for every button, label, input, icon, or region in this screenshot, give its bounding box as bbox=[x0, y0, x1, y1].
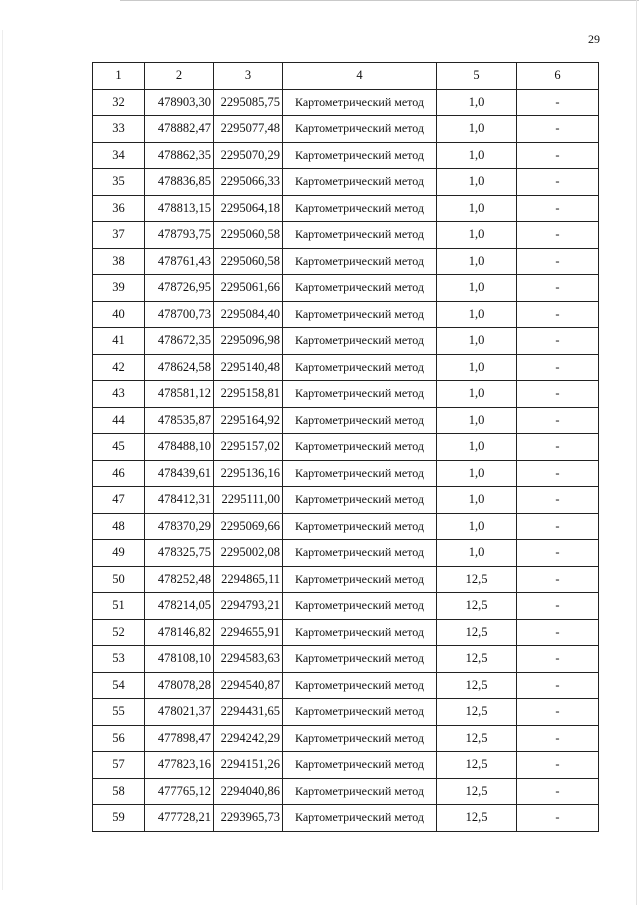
point-number-cell: 47 bbox=[93, 487, 145, 514]
accuracy-cell: 1,0 bbox=[437, 248, 517, 275]
method-cell: Картометрический метод bbox=[283, 593, 437, 620]
method-cell: Картометрический метод bbox=[283, 434, 437, 461]
table-row bbox=[93, 646, 599, 673]
table-row bbox=[93, 195, 599, 222]
description-cell: - bbox=[517, 805, 599, 832]
description-cell: - bbox=[517, 354, 599, 381]
method-cell: Картометрический метод bbox=[283, 725, 437, 752]
description-cell: - bbox=[517, 222, 599, 249]
method-cell: Картометрический метод bbox=[283, 646, 437, 673]
x-coordinate-cell: 478370,29 bbox=[145, 513, 214, 540]
point-number-cell: 55 bbox=[93, 699, 145, 726]
table-row bbox=[93, 460, 599, 487]
table-row bbox=[93, 301, 599, 328]
x-coordinate-cell: 478488,10 bbox=[145, 434, 214, 461]
y-coordinate-cell: 2295158,81 bbox=[214, 381, 283, 408]
y-coordinate-cell: 2295066,33 bbox=[214, 169, 283, 196]
point-number-cell: 35 bbox=[93, 169, 145, 196]
x-coordinate-cell: 478700,73 bbox=[145, 301, 214, 328]
method-cell: Картометрический метод bbox=[283, 619, 437, 646]
point-number-cell: 53 bbox=[93, 646, 145, 673]
description-cell: - bbox=[517, 89, 599, 116]
table-row bbox=[93, 248, 599, 275]
y-coordinate-cell: 2295077,48 bbox=[214, 116, 283, 143]
y-coordinate-cell: 2295061,66 bbox=[214, 275, 283, 302]
point-number-cell: 58 bbox=[93, 778, 145, 805]
description-cell: - bbox=[517, 434, 599, 461]
table-row bbox=[93, 699, 599, 726]
accuracy-cell: 1,0 bbox=[437, 222, 517, 249]
y-coordinate-cell: 2295096,98 bbox=[214, 328, 283, 355]
y-coordinate-cell: 2294151,26 bbox=[214, 752, 283, 779]
method-cell: Картометрический метод bbox=[283, 169, 437, 196]
table-row bbox=[93, 566, 599, 593]
y-coordinate-cell: 2295060,58 bbox=[214, 222, 283, 249]
y-coordinate-cell: 2294583,63 bbox=[214, 646, 283, 673]
accuracy-cell: 1,0 bbox=[437, 513, 517, 540]
x-coordinate-cell: 478146,82 bbox=[145, 619, 214, 646]
column-header: 3 bbox=[214, 63, 283, 90]
point-number-cell: 40 bbox=[93, 301, 145, 328]
y-coordinate-cell: 2295164,92 bbox=[214, 407, 283, 434]
table-row bbox=[93, 778, 599, 805]
point-number-cell: 36 bbox=[93, 195, 145, 222]
x-coordinate-cell: 478325,75 bbox=[145, 540, 214, 567]
description-cell: - bbox=[517, 725, 599, 752]
y-coordinate-cell: 2295060,58 bbox=[214, 248, 283, 275]
accuracy-cell: 1,0 bbox=[437, 169, 517, 196]
method-cell: Картометрический метод bbox=[283, 195, 437, 222]
method-cell: Картометрический метод bbox=[283, 752, 437, 779]
table-row bbox=[93, 725, 599, 752]
table-row bbox=[93, 805, 599, 832]
y-coordinate-cell: 2294865,11 bbox=[214, 566, 283, 593]
accuracy-cell: 1,0 bbox=[437, 301, 517, 328]
y-coordinate-cell: 2294040,86 bbox=[214, 778, 283, 805]
point-number-cell: 37 bbox=[93, 222, 145, 249]
x-coordinate-cell: 478412,31 bbox=[145, 487, 214, 514]
y-coordinate-cell: 2294655,91 bbox=[214, 619, 283, 646]
table-row bbox=[93, 407, 599, 434]
point-number-cell: 46 bbox=[93, 460, 145, 487]
table-row bbox=[93, 672, 599, 699]
description-cell: - bbox=[517, 116, 599, 143]
method-cell: Картометрический метод bbox=[283, 672, 437, 699]
accuracy-cell: 1,0 bbox=[437, 89, 517, 116]
point-number-cell: 50 bbox=[93, 566, 145, 593]
accuracy-cell: 12,5 bbox=[437, 566, 517, 593]
x-coordinate-cell: 477728,21 bbox=[145, 805, 214, 832]
y-coordinate-cell: 2295157,02 bbox=[214, 434, 283, 461]
x-coordinate-cell: 477898,47 bbox=[145, 725, 214, 752]
method-cell: Картометрический метод bbox=[283, 487, 437, 514]
x-coordinate-cell: 478761,43 bbox=[145, 248, 214, 275]
table-row bbox=[93, 752, 599, 779]
point-number-cell: 32 bbox=[93, 89, 145, 116]
description-cell: - bbox=[517, 566, 599, 593]
method-cell: Картометрический метод bbox=[283, 142, 437, 169]
description-cell: - bbox=[517, 381, 599, 408]
description-cell: - bbox=[517, 195, 599, 222]
method-cell: Картометрический метод bbox=[283, 354, 437, 381]
accuracy-cell: 12,5 bbox=[437, 619, 517, 646]
table-row bbox=[93, 540, 599, 567]
y-coordinate-cell: 2295136,16 bbox=[214, 460, 283, 487]
description-cell: - bbox=[517, 487, 599, 514]
description-cell: - bbox=[517, 275, 599, 302]
description-cell: - bbox=[517, 142, 599, 169]
point-number-cell: 48 bbox=[93, 513, 145, 540]
accuracy-cell: 1,0 bbox=[437, 434, 517, 461]
description-cell: - bbox=[517, 248, 599, 275]
table-row bbox=[93, 593, 599, 620]
table-row bbox=[93, 381, 599, 408]
point-number-cell: 39 bbox=[93, 275, 145, 302]
point-number-cell: 42 bbox=[93, 354, 145, 381]
x-coordinate-cell: 478021,37 bbox=[145, 699, 214, 726]
y-coordinate-cell: 2295085,75 bbox=[214, 89, 283, 116]
accuracy-cell: 1,0 bbox=[437, 540, 517, 567]
point-number-cell: 33 bbox=[93, 116, 145, 143]
table-row bbox=[93, 275, 599, 302]
accuracy-cell: 1,0 bbox=[437, 328, 517, 355]
method-cell: Картометрический метод bbox=[283, 540, 437, 567]
x-coordinate-cell: 478813,15 bbox=[145, 195, 214, 222]
x-coordinate-cell: 478078,28 bbox=[145, 672, 214, 699]
method-cell: Картометрический метод bbox=[283, 407, 437, 434]
x-coordinate-cell: 478581,12 bbox=[145, 381, 214, 408]
table-row bbox=[93, 222, 599, 249]
accuracy-cell: 1,0 bbox=[437, 381, 517, 408]
method-cell: Картометрический метод bbox=[283, 513, 437, 540]
y-coordinate-cell: 2295069,66 bbox=[214, 513, 283, 540]
x-coordinate-cell: 478793,75 bbox=[145, 222, 214, 249]
description-cell: - bbox=[517, 407, 599, 434]
description-cell: - bbox=[517, 646, 599, 673]
x-coordinate-cell: 478252,48 bbox=[145, 566, 214, 593]
description-cell: - bbox=[517, 169, 599, 196]
table-row bbox=[93, 619, 599, 646]
x-coordinate-cell: 478535,87 bbox=[145, 407, 214, 434]
description-cell: - bbox=[517, 699, 599, 726]
page-number: 29 bbox=[588, 32, 600, 46]
accuracy-cell: 12,5 bbox=[437, 778, 517, 805]
table-row bbox=[93, 513, 599, 540]
point-number-cell: 45 bbox=[93, 434, 145, 461]
point-number-cell: 51 bbox=[93, 593, 145, 620]
table-row bbox=[93, 487, 599, 514]
y-coordinate-cell: 2294793,21 bbox=[214, 593, 283, 620]
y-coordinate-cell: 2293965,73 bbox=[214, 805, 283, 832]
method-cell: Картометрический метод bbox=[283, 805, 437, 832]
coordinates-table bbox=[92, 62, 599, 832]
scan-edge-left bbox=[2, 30, 3, 890]
accuracy-cell: 1,0 bbox=[437, 116, 517, 143]
description-cell: - bbox=[517, 752, 599, 779]
accuracy-cell: 12,5 bbox=[437, 805, 517, 832]
column-header: 1 bbox=[93, 63, 145, 90]
point-number-cell: 59 bbox=[93, 805, 145, 832]
method-cell: Картометрический метод bbox=[283, 116, 437, 143]
accuracy-cell: 1,0 bbox=[437, 487, 517, 514]
description-cell: - bbox=[517, 593, 599, 620]
description-cell: - bbox=[517, 778, 599, 805]
table-body bbox=[93, 89, 599, 831]
description-cell: - bbox=[517, 328, 599, 355]
point-number-cell: 38 bbox=[93, 248, 145, 275]
description-cell: - bbox=[517, 672, 599, 699]
method-cell: Картометрический метод bbox=[283, 381, 437, 408]
y-coordinate-cell: 2295002,08 bbox=[214, 540, 283, 567]
scan-edge-top bbox=[120, 0, 639, 1]
point-number-cell: 43 bbox=[93, 381, 145, 408]
column-header: 5 bbox=[437, 63, 517, 90]
method-cell: Картометрический метод bbox=[283, 222, 437, 249]
point-number-cell: 56 bbox=[93, 725, 145, 752]
y-coordinate-cell: 2294540,87 bbox=[214, 672, 283, 699]
method-cell: Картометрический метод bbox=[283, 778, 437, 805]
table-row bbox=[93, 142, 599, 169]
point-number-cell: 54 bbox=[93, 672, 145, 699]
accuracy-cell: 12,5 bbox=[437, 672, 517, 699]
accuracy-cell: 12,5 bbox=[437, 725, 517, 752]
table-row bbox=[93, 434, 599, 461]
description-cell: - bbox=[517, 619, 599, 646]
method-cell: Картометрический метод bbox=[283, 566, 437, 593]
method-cell: Картометрический метод bbox=[283, 699, 437, 726]
header-row bbox=[93, 63, 599, 90]
method-cell: Картометрический метод bbox=[283, 275, 437, 302]
y-coordinate-cell: 2295084,40 bbox=[214, 301, 283, 328]
x-coordinate-cell: 478726,95 bbox=[145, 275, 214, 302]
accuracy-cell: 12,5 bbox=[437, 752, 517, 779]
method-cell: Картометрический метод bbox=[283, 328, 437, 355]
x-coordinate-cell: 478882,47 bbox=[145, 116, 214, 143]
column-header: 4 bbox=[283, 63, 437, 90]
x-coordinate-cell: 478214,05 bbox=[145, 593, 214, 620]
accuracy-cell: 1,0 bbox=[437, 195, 517, 222]
y-coordinate-cell: 2294242,29 bbox=[214, 725, 283, 752]
x-coordinate-cell: 478672,35 bbox=[145, 328, 214, 355]
column-header: 2 bbox=[145, 63, 214, 90]
description-cell: - bbox=[517, 513, 599, 540]
accuracy-cell: 1,0 bbox=[437, 275, 517, 302]
description-cell: - bbox=[517, 460, 599, 487]
accuracy-cell: 12,5 bbox=[437, 593, 517, 620]
method-cell: Картометрический метод bbox=[283, 460, 437, 487]
x-coordinate-cell: 477765,12 bbox=[145, 778, 214, 805]
x-coordinate-cell: 478862,35 bbox=[145, 142, 214, 169]
accuracy-cell: 1,0 bbox=[437, 407, 517, 434]
accuracy-cell: 1,0 bbox=[437, 354, 517, 381]
point-number-cell: 34 bbox=[93, 142, 145, 169]
x-coordinate-cell: 478624,58 bbox=[145, 354, 214, 381]
table-row bbox=[93, 116, 599, 143]
accuracy-cell: 1,0 bbox=[437, 142, 517, 169]
column-header: 6 bbox=[517, 63, 599, 90]
y-coordinate-cell: 2294431,65 bbox=[214, 699, 283, 726]
description-cell: - bbox=[517, 540, 599, 567]
y-coordinate-cell: 2295111,00 bbox=[214, 487, 283, 514]
accuracy-cell: 1,0 bbox=[437, 460, 517, 487]
x-coordinate-cell: 477823,16 bbox=[145, 752, 214, 779]
x-coordinate-cell: 478439,61 bbox=[145, 460, 214, 487]
description-cell: - bbox=[517, 301, 599, 328]
y-coordinate-cell: 2295064,18 bbox=[214, 195, 283, 222]
method-cell: Картометрический метод bbox=[283, 301, 437, 328]
table-row bbox=[93, 169, 599, 196]
x-coordinate-cell: 478903,30 bbox=[145, 89, 214, 116]
scan-edge-right bbox=[636, 0, 637, 905]
point-number-cell: 52 bbox=[93, 619, 145, 646]
table-row bbox=[93, 89, 599, 116]
accuracy-cell: 12,5 bbox=[437, 699, 517, 726]
point-number-cell: 44 bbox=[93, 407, 145, 434]
table-row bbox=[93, 354, 599, 381]
table-row bbox=[93, 328, 599, 355]
x-coordinate-cell: 478836,85 bbox=[145, 169, 214, 196]
y-coordinate-cell: 2295140,48 bbox=[214, 354, 283, 381]
method-cell: Картометрический метод bbox=[283, 248, 437, 275]
y-coordinate-cell: 2295070,29 bbox=[214, 142, 283, 169]
point-number-cell: 41 bbox=[93, 328, 145, 355]
point-number-cell: 57 bbox=[93, 752, 145, 779]
accuracy-cell: 12,5 bbox=[437, 646, 517, 673]
point-number-cell: 49 bbox=[93, 540, 145, 567]
method-cell: Картометрический метод bbox=[283, 89, 437, 116]
x-coordinate-cell: 478108,10 bbox=[145, 646, 214, 673]
